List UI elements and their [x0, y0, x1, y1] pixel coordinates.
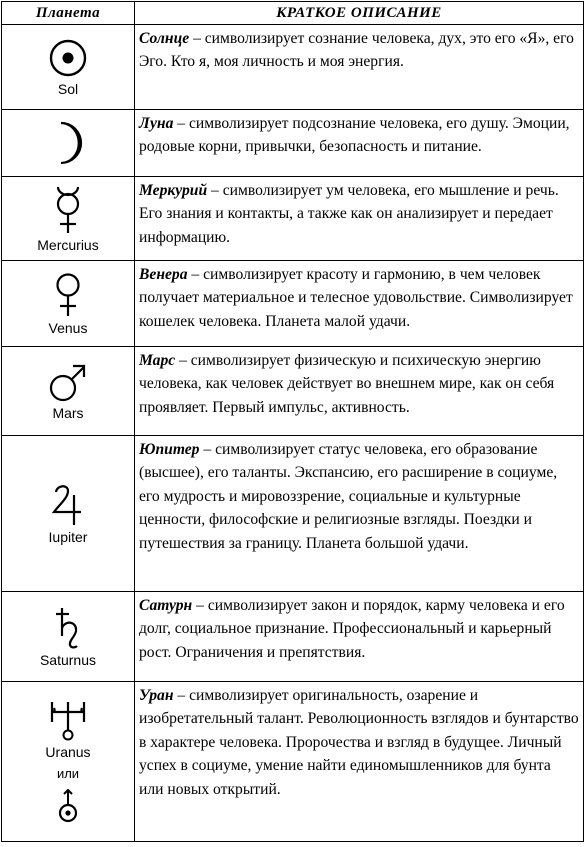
table-row — [2, 177, 584, 261]
description-cell — [135, 110, 584, 177]
planet-description: – символизирует ум человека, его мышление и речь. Его знания и контакты, а также как он анализирует и передает информацию. — [139, 182, 559, 246]
description-cell — [135, 177, 584, 261]
moon-icon — [53, 120, 83, 166]
planet-name: Венера — [139, 266, 188, 283]
planet-cell — [2, 261, 135, 347]
planet-latin-name: Venus — [48, 319, 88, 336]
table-row — [2, 261, 584, 347]
table-row — [2, 347, 584, 436]
planet-name: Луна — [139, 115, 174, 132]
mercury-icon — [51, 185, 85, 235]
uranus-icon — [46, 700, 90, 742]
planet-latin-name: Uranus — [45, 744, 91, 760]
planet-name: Сатурн — [139, 597, 193, 614]
planet-name: Марс — [139, 352, 176, 369]
planet-description: – символизирует физическую и психическую энергию человека, как человек действует во внешнем мире, как он себя проявляет. Первый импульс, активность. — [139, 352, 555, 416]
planet-latin-name: Mercurius — [37, 236, 99, 253]
planet-name: Солнце — [139, 30, 190, 47]
planet-description: – символизирует закон и порядок, карму человека и его долг, социальное признание. Профессиональный и карьерный рост. Ограничения и препятствия. — [139, 597, 565, 661]
description-cell — [135, 347, 584, 436]
mars-icon — [48, 361, 88, 403]
planet-table — [1, 1, 584, 842]
venus-icon — [52, 272, 84, 318]
saturn-icon — [53, 606, 83, 650]
planet-cell — [2, 682, 135, 842]
header-planet: Планета — [2, 2, 135, 25]
planet-name: Меркурий — [139, 182, 208, 199]
planet-cell — [2, 592, 135, 682]
planet-description: – символизирует оригинальность, озарение и изобретательный талант. Революционность взглядов и бунтарство в характере человека. Пророчества и взгляд в будущее. Личный успех в социуме, умение найти единомышленников для бунта или новых открытий. — [139, 687, 579, 798]
or-label: или — [56, 766, 80, 781]
description-cell — [135, 261, 584, 347]
description-cell — [135, 592, 584, 682]
uranus-alt-icon — [55, 789, 81, 823]
planet-cell — [2, 347, 135, 436]
table-row — [2, 110, 584, 177]
planet-latin-name: Sol — [57, 81, 79, 97]
jupiter-icon — [51, 483, 85, 527]
planet-name: Юпитер — [139, 441, 200, 458]
planet-cell — [2, 177, 135, 261]
planet-cell — [2, 436, 135, 592]
planet-description: – символизирует сознание человека, дух, это его «Я», его Эго. Кто я, моя личность и моя энергия. — [139, 30, 574, 71]
planet-cell — [2, 110, 135, 177]
table-row — [2, 25, 584, 110]
table-row — [2, 592, 584, 682]
planet-latin-name: Saturnus — [39, 651, 97, 668]
table-row — [2, 682, 584, 842]
planet-description: – символизирует красоту и гармонию, в чем человек получает материальное и телесное удовольствие. Символизирует кошелек человека. Планета малой удачи. — [139, 266, 573, 330]
planet-cell — [2, 25, 135, 110]
table-row — [2, 436, 584, 592]
table-header-row — [2, 2, 584, 25]
planet-name: Уран — [139, 687, 174, 704]
header-description: КРАТКОЕ ОПИСАНИЕ — [135, 2, 584, 25]
sun-icon — [47, 37, 89, 79]
planet-latin-name: Iupiter — [48, 528, 88, 545]
description-cell — [135, 25, 584, 110]
description-cell — [135, 682, 584, 842]
planet-description: – символизирует статус человека, его образование (высшее), его таланты. Экспансию, его расширение в социуме, его мудрость и мировоззрение, социальные и культурные ценности, философские и религиозные взгляды. Поездки и путешествия за границу. Планета большой удачи. — [139, 441, 558, 552]
description-cell — [135, 436, 584, 592]
planet-description: – символизирует подсознание человека, его душу. Эмоции, родовые корни, привычки, безопасность и питание. — [139, 115, 570, 156]
planet-latin-name: Mars — [52, 405, 84, 421]
